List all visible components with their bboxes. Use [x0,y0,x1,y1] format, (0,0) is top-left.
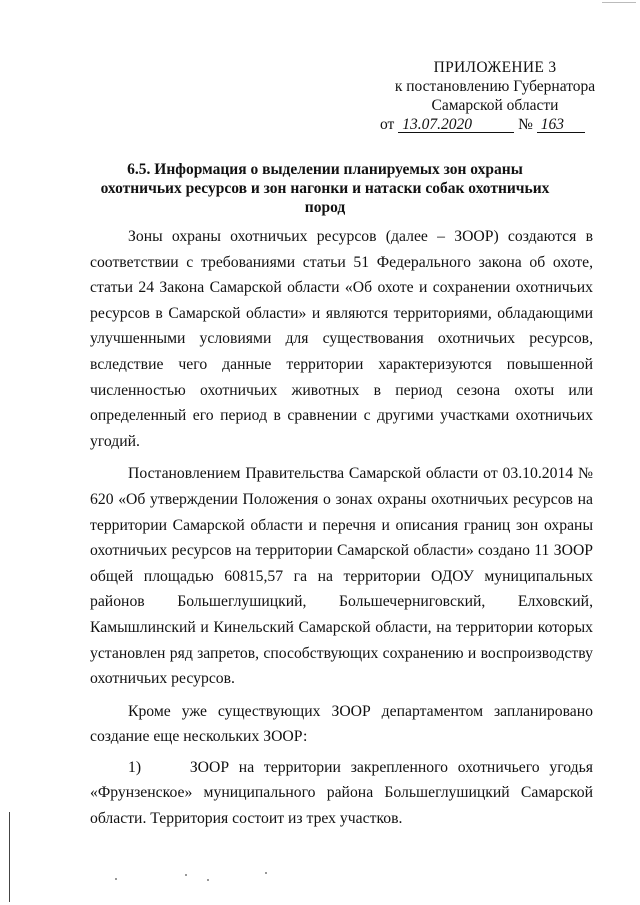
handwritten-date: 13.07.2020 [398,118,514,133]
scan-margin-line [9,812,10,902]
scan-corner-mark [602,2,636,3]
list-item-frunzenskoe: 1) ЗООР на территории закрепленного охотничьего угодья «Фрунзенское» муниципального района Большеглушицкий Самарской области. Территория состоит из трех участков. [90,758,593,828]
appendix-date-number-line [380,115,610,134]
handwritten-number: 163 [537,118,585,133]
body-text [90,224,593,832]
section-heading [90,160,560,217]
from-prefix: от [380,116,395,133]
appendix-region-line: Самарской области [431,97,559,114]
paragraph-government-decree: Постановлением Правительства Самарской области от 03.10.2014 № 620 «Об утверждении Положения о зонах охраны охотничьих ресурсов на территории Самарской области и перечня и описания границ зон охраны охотничьих ресурсов на территории Самарской области» создано 11 ЗООР общей площадью 60815,57 га на территории ОДОУ муниципальных районов Большеглушицкий, Большечерниговский, Елховский, Камышлинский и Кинельский Самарской области, на территории которых установлен ряд запретов, способствующих сохранению и воспроизводству охотничьих ресурсов. [90,465,593,688]
appendix-block [380,58,610,134]
appendix-decree-line: к постановлению Губернатора [394,78,596,95]
scan-specks [115,872,275,882]
heading-line-1: 6.5. Информация о выделении планируемых зон охраны [127,161,523,178]
heading-line-2: охотничьих ресурсов и зон нагонки и натаски собак охотничьих пород [100,180,550,216]
appendix-label: ПРИЛОЖЕНИЕ 3 [433,59,557,76]
paragraph-planned-zoor: Кроме уже существующих ЗООР департаментом запланировано создание еще нескольких ЗООР: [90,702,593,746]
paragraph-zoor-definition: Зоны охраны охотничьих ресурсов (далее – ЗООР) создаются в соответствии с требованиями статьи 51 Федерального закона об охоте, статьи 24 Закона Самарской области «Об охоте и сохранении охотничьих ресурсов в Самарской области» и являются территориями, обладающими улучшенными условиями для существования охотничьих ресурсов, вследствие чего данные территории характеризуются повышенной численностью охотничьих животных в период сезона охоты или определенный его период в сравнении с другими участками охотничьих угодий. [90,228,593,450]
number-prefix: № [518,116,533,133]
